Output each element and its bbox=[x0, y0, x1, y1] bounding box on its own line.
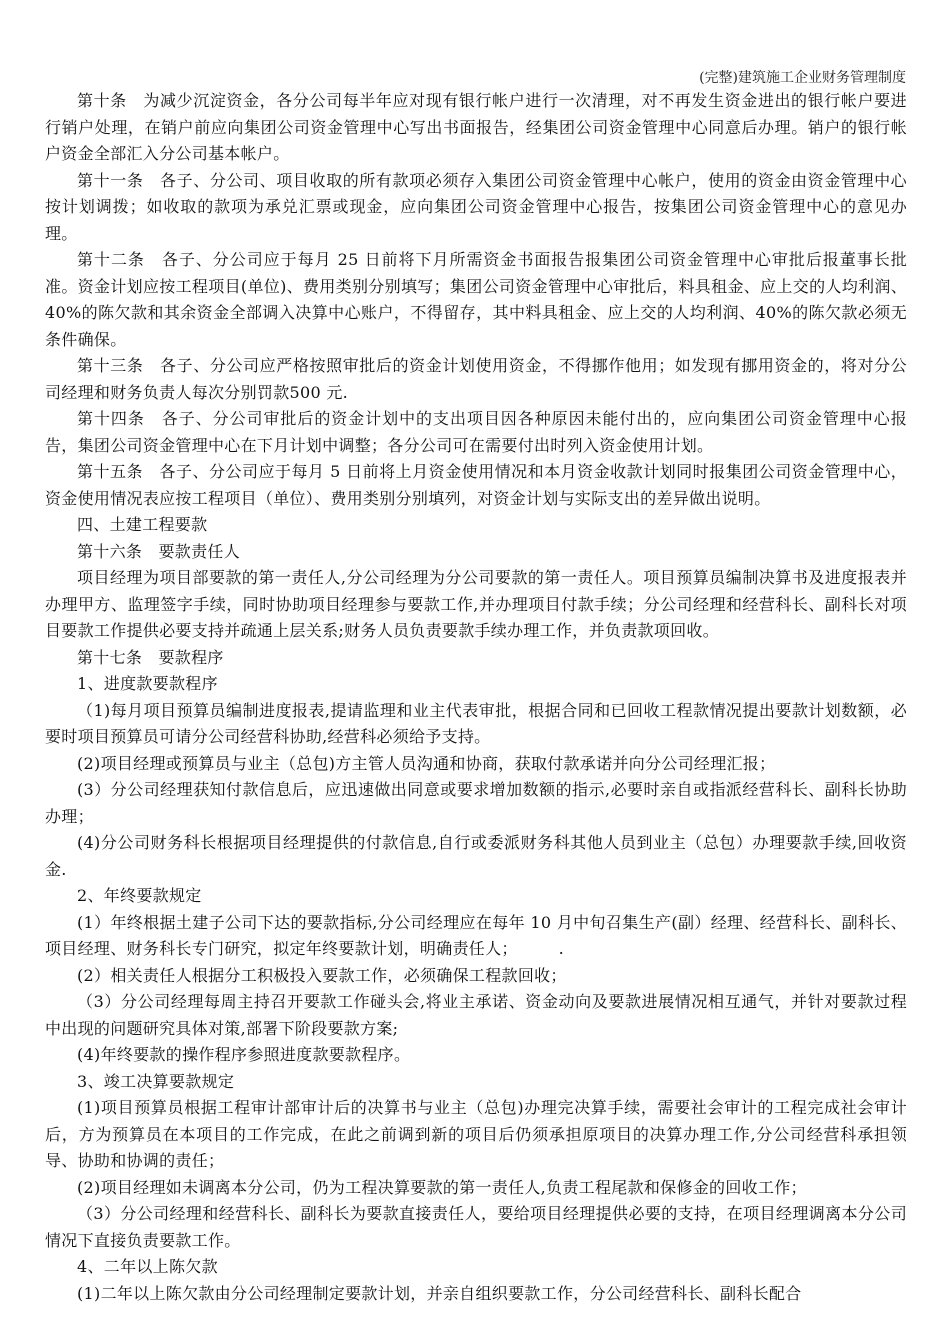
article-10: 第十条 为减少沉淀资金，各分公司每半年应对现有银行帐户进行一次清理，对不再发生资金进出的银行帐户要进行销户处理，在销户前应向集团公司资金管理中心写出书面报告，经集团公司资金管理中心同意后办理。销户的银行帐户资金全部汇入分公司基本帐户。 bbox=[45, 91, 907, 163]
article-11: 第十一条 各子、分公司、项目收取的所有款项必须存入集团公司资金管理中心帐户，使用的资金由资金管理中心按计划调拨；如收取的款项为承兑汇票或现金，应向集团公司资金管理中心报告，按集团公司资金管理中心的意见办理。 bbox=[45, 170, 907, 243]
progress-item-2: (2)项目经理或预算员与业主（总包)方主管人员沟通和协商，获取付款承诺并向分公司经理汇报； bbox=[77, 753, 776, 773]
document-body bbox=[45, 66, 907, 1307]
section-heading-4: 四、土建工程要款 bbox=[77, 515, 208, 534]
year-end-item-2: (2）相关责任人根据分工积极投入要款工作，必须确保工程款回收； bbox=[77, 965, 567, 985]
final-item-1: (1)项目预算员根据工程审计部审计后的决算书与业主（总包)办理完决算手续，需要社会审计的工程完成社会审计后，方为预算员在本项目的工作完成，在此之前调到新的项目后仍须承担原项目的决算办理工作,分公司经营科承担领导、协助和协调的责任； bbox=[45, 1098, 907, 1170]
year-end-item-1: (1）年终根据土建子公司下达的要款指标,分公司经理应在每年 10 月中旬召集生产(副）经理、经营科长、副科长、项目经理、财务科长专门研究，拟定年终要款计划，明确责任人； . bbox=[45, 912, 907, 958]
year-end-item-3: （3）分公司经理每周主持召开要款工作碰头会,将业主承诺、资金动向及要款进展情况相互通气，并针对要款过程中出现的问题研究具体对策,部署下阶段要款方案; bbox=[45, 992, 907, 1038]
subheading-overdue: 4、二年以上陈欠款 bbox=[77, 1257, 218, 1276]
final-item-2: (2)项目经理如未调离本分公司，仍为工程决算要款的第一责任人,负责工程尾款和保修金的回收工作； bbox=[77, 1177, 807, 1197]
article-15: 第十五条 各子、分公司应于每月 5 日前将上月资金使用情况和本月资金收款计划同时报集团公司资金管理中心，资金使用情况表应按工程项目（单位）、费用类别分别填列，对资金计划与实际支出的差异做出说明。 bbox=[45, 462, 907, 508]
subheading-final-settlement: 3、竣工决算要款规定 bbox=[77, 1071, 235, 1091]
article-13: 第十三条 各子、分公司应严格按照审批后的资金计划使用资金，不得挪作他用；如发现有挪用资金的，将对分公司经理和财务负责人每次分别罚款500 元. bbox=[45, 356, 907, 402]
progress-item-1: （1)每月项目预算员编制进度报表,提请监理和业主代表审批，根据合同和已回收工程款情况提出要款计划数额，必要时项目预算员可请分公司经营科协助,经营科必须给予支持。 bbox=[45, 700, 907, 746]
progress-item-4: (4)分公司财务科长根据项目经理提供的付款信息,自行或委派财务科其他人员到业主（总包）办理要款手续,回收资金. bbox=[45, 833, 907, 879]
article-16-heading: 第十六条 要款责任人 bbox=[77, 541, 241, 561]
article-16-body: 项目经理为项目部要款的第一责任人,分公司经理为分公司要款的第一责任人。项目预算员编制决算书及进度报表并办理甲方、监理签字手续，同时协助项目经理参与要款工作,并办理项目付款手续；分公司经理和经营科长、副科长对项目要款工作提供必要支持并疏通上层关系;财务人员负责要款手续办理工作，并负责款项回收。 bbox=[45, 568, 907, 640]
subheading-year-end: 2、年终要款规定 bbox=[77, 886, 202, 905]
progress-item-3: (3）分公司经理获知付款信息后，应迅速做出同意或要求增加数额的指示,必要时亲自或指派经营科长、副科长协助办理； bbox=[45, 780, 907, 826]
article-12: 第十二条 各子、分公司应于每月 25 日前将下月所需资金书面报告报集团公司资金管理中心审批后报董事长批准。资金计划应按工程项目(单位)、费用类别分别填写；集团公司资金管理中心审批后，料具租金、应上交的人均利润、40%的陈欠款和其余资金全部调入决算中心账户，不得留存，其中料具租金、应上交的人均利润、40%的陈欠款必须无条件确保。 bbox=[45, 250, 907, 349]
article-17-heading: 第十七条 要款程序 bbox=[77, 647, 224, 667]
overdue-item-1: (1)二年以上陈欠款由分公司经理制定要款计划，并亲自组织要款工作，分公司经营科长、副科长配合 bbox=[77, 1283, 802, 1303]
final-item-3: （3）分公司经理和经营科长、副科长为要款直接责任人，要给项目经理提供必要的支持，在项目经理调离本分公司情况下直接负责要款工作。 bbox=[45, 1204, 907, 1250]
year-end-item-4: (4)年终要款的操作程序参照进度款要款程序。 bbox=[77, 1045, 411, 1064]
article-14: 第十四条 各子、分公司审批后的资金计划中的支出项目因各种原因未能付出的，应向集团公司资金管理中心报告，集团公司资金管理中心在下月计划中调整；各分公司可在需要付出时列入资金使用计划。 bbox=[45, 409, 907, 455]
document-header-title: (完整)建筑施工企业财务管理制度 bbox=[699, 70, 906, 86]
subheading-progress-payment: 1、进度款要款程序 bbox=[77, 674, 218, 693]
